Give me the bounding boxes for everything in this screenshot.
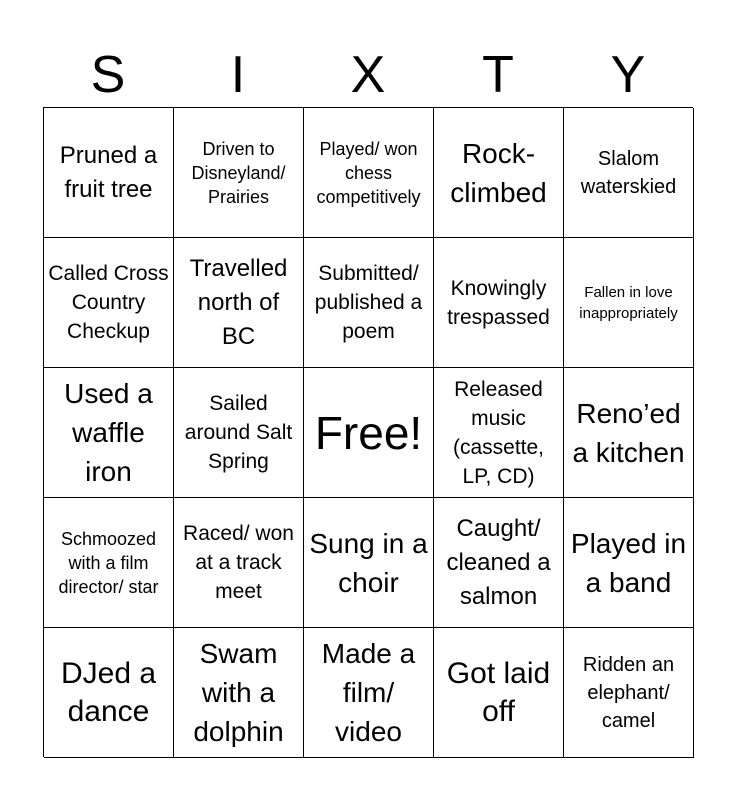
cell-text: Slalom waterskied — [580, 147, 677, 198]
header-letter-x: X — [350, 46, 386, 104]
bingo-cell[interactable] — [434, 628, 564, 758]
bingo-cell[interactable] — [44, 498, 174, 628]
header-letter-s: S — [90, 46, 126, 104]
bingo-cell[interactable] — [304, 238, 434, 368]
bingo-cell[interactable] — [174, 368, 304, 498]
header-letter-y: Y — [610, 46, 646, 104]
free-space-cell[interactable] — [304, 368, 434, 498]
bingo-cell[interactable] — [564, 628, 694, 758]
cell-text: Released music (cassette, LP, CD) — [452, 377, 545, 488]
cell-text: Sung in a choir — [309, 527, 428, 598]
cell-text: DJed a dance — [60, 656, 157, 728]
cell-text: Schmoozed with a film director/ star — [58, 528, 159, 597]
bingo-cell[interactable] — [434, 108, 564, 238]
bingo-cell[interactable] — [174, 498, 304, 628]
cell-text: Used a waffle iron — [64, 378, 153, 487]
cell-text: Swam with a dolphin — [193, 638, 284, 747]
bingo-cell[interactable] — [564, 368, 694, 498]
bingo-cell[interactable] — [44, 368, 174, 498]
cell-text: Ridden an elephant/ camel — [582, 653, 675, 732]
cell-text: Fallen in love inappropriately — [579, 283, 678, 322]
bingo-cell[interactable] — [434, 498, 564, 628]
cell-text: Played/ won chess competitively — [316, 138, 421, 207]
bingo-cell[interactable] — [304, 628, 434, 758]
bingo-cell[interactable] — [174, 628, 304, 758]
bingo-cell[interactable] — [304, 108, 434, 238]
cell-text: Travelled north of BC — [189, 254, 288, 350]
cell-text: Got laid off — [446, 656, 551, 728]
cell-text: Driven to Disneyland/ Prairies — [191, 138, 286, 207]
cell-text: Pruned a fruit tree — [59, 141, 158, 203]
header-letter-i: I — [230, 46, 246, 104]
bingo-cell[interactable] — [564, 498, 694, 628]
bingo-header — [43, 42, 693, 108]
cell-text: Submitted/ published a poem — [314, 262, 423, 343]
bingo-cell[interactable] — [174, 108, 304, 238]
cell-text: Sailed around Salt Spring — [184, 392, 293, 473]
bingo-cell[interactable] — [564, 108, 694, 238]
bingo-cell[interactable] — [304, 498, 434, 628]
cell-text: Reno’ed a kitchen — [572, 397, 685, 468]
header-letter-t: T — [482, 46, 514, 104]
bingo-board — [43, 107, 693, 757]
bingo-cell[interactable] — [434, 368, 564, 498]
bingo-cell[interactable] — [564, 238, 694, 368]
bingo-cell[interactable] — [434, 238, 564, 368]
cell-text: Caught/ cleaned a salmon — [446, 514, 551, 610]
bingo-cell[interactable] — [174, 238, 304, 368]
free-space-text: Free! — [314, 406, 423, 459]
bingo-cell[interactable] — [44, 628, 174, 758]
cell-text: Played in a band — [570, 527, 687, 598]
cell-text: Called Cross Country Checkup — [48, 262, 169, 343]
cell-text: Knowingly trespassed — [447, 276, 550, 329]
bingo-cell[interactable] — [44, 238, 174, 368]
bingo-cell[interactable] — [44, 108, 174, 238]
cell-text: Raced/ won at a track meet — [183, 522, 294, 603]
cell-text: Rock-climbed — [450, 137, 547, 208]
cell-text: Made a film/ video — [321, 638, 416, 747]
